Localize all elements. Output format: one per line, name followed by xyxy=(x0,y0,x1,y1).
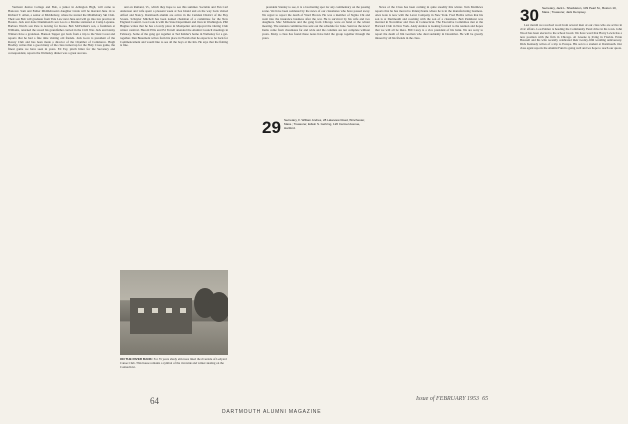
left-column-1 xyxy=(8,6,115,406)
magazine-footer: DARTMOUTH ALUMNI MAGAZINE xyxy=(222,409,322,415)
photo-window xyxy=(180,308,186,313)
page-number-right: 65 xyxy=(482,396,489,402)
class-29-officers: Secretary, F. William Andres, 28 Lakeview Road, Winchester, Mass.; Treasurer, Edwin S. Gehring, 120 Carmel Avenue, Hartford. xyxy=(284,118,365,130)
photo-building xyxy=(130,298,192,334)
right-column-3 xyxy=(262,6,370,406)
caption-text: For 35 years shady elm trees lined the riverside of Ledyard Canoe Club. This house remains a symbol of the riverside and winter skating on the Connecticut. xyxy=(120,357,227,369)
photo-window xyxy=(152,308,158,313)
right-column-5 xyxy=(520,24,622,424)
issue-label: Issue of FEBRUARY 1953 xyxy=(416,396,480,402)
caption-lead: ON THE RIVER BANK: xyxy=(120,357,153,361)
riverbank-photo xyxy=(120,270,228,355)
issue-and-page xyxy=(416,396,488,402)
column-text: News of the Class has been coming in quite steadily this winter. Tom Matthews reports that he has moved to Pennsylvania where he is in the manufacturing business. Alex Gale is now with the Lever Company in New York. Fred Hobbs writes that his son is at Dartmouth and rooming with the son of a classmate. Bob Parkhurst was married in November and lives in Connecticut. The Executive Committee met at the Harvard Club in New York. Andy Andres is looking forward to the reunion and hopes that we will all be there. Bill Carey is a vice president of his bank. We are sorry to report the death of Jim Gorman who died suddenly in December. He will be greatly missed by all his friends in the class. xyxy=(375,6,483,40)
photo-window xyxy=(138,308,144,313)
class-30-officers: Secretary, Jack L. Shackleton, 109 Pearl St., Boston 10, Mass.; Treasurer, Jack Dempsey. xyxy=(542,6,617,14)
photo-window xyxy=(166,308,172,313)
class-number-30: 30 xyxy=(520,6,539,25)
column-text: Last month we received word from several men of our class who are active in civic affairs. Lou Palmer is heading the Community Fund drive in his town. John Wood has been elected to the school board. We have word that Harry Lewis has a new position with the firm in Chicago. Al Greene is living in Florida. Ernie Buswell and his wife recently celebrated their twenty-fifth wedding anniversary. Dick Kennedy writes of a trip to Europe. His son is a student at Dartmouth. Our class agent reports the Alumni Fund is going well and we hope to reach our quota. xyxy=(520,24,622,51)
column-text: Vermont Justice College and Bob, a junior in Arlington High, will come to Hanover. Sam and Esther Middlebrook's daughter Linda will be married June 14 to Richard T. Allen, a senior at Middlebury, where he started the Middlebury Ski Club. Their son Bob will graduate from Yale Law next June and will go into law practice in Boston. Jack and Josie Drummond's son Leo is a Marine stationed at Camp Lejeune. Barbara Ward's son Pete is leaving for Korea. Bob McFadden's son, a freshman at Williams, returned the sword his grandfather carried in the Civil War. Jack and Ginny Winters have a grandson. Hanson Tupper got back from a trip to the West Coast and reports that he had a fine time visiting old friends. Jack Gove is president of the Rotary Club and has been made a director of the Chamber of Commerce. Hugh Brodley writes that a good many of the class turned up for the Holy Cross game, the finest game we have seen in years. Ed Fay, pinch hitter for the Secretary and correspondent, reports the Wellesley dinner was a great success. xyxy=(8,6,115,56)
class-number-29: 29 xyxy=(262,118,281,137)
column-text: president Stanley to see, it is a fascinating spot for any commentary on the passing scene. We have been saddened by the news of our classmates who have passed away. We regret to report the death of Ward Brown. He was a member of Sigma Chi and went into the insurance business after the war. He is survived by his wife and two daughters. Mac McKenzie and the gang from Chicago were on hand at the winter meeting. The reunion committee has sent out the schedule for June. Send us the news! Items come from classmates far and wide and the columns are not complete without yours. Many a class has found these notes have held the group together through the years. xyxy=(262,6,370,40)
column-text: and on Rutland, Vt., which they hope to see this summer. Sociable and Fun Carl Anderson and wife spent a pleasant week at Sea Island and on the way back visited Alfred and Nancy. Dartmouth alumni are active in the Camden District of the Boy Scouts. Schuyler Mitchell has been named chairman of a committee for the New England Council. Lou Cook is with the State Department and lives in Washington. Phil Hughes writes that he has a lovely place in Montpelier and enjoyed the Outing Club winter carnival. Harold Ellis and Ed Ferrell attended the Alumni Council meetings in February. Some of the gang got together at Ted Kidder's home in Wellesley for a get-together. Dan Beaumont writes from his place in Florida that he expects to be back for Commencement and would like to see all the boys at the Inn. He says that the fishing is fine. xyxy=(120,6,228,48)
photo-caption xyxy=(120,358,228,370)
photo-tree xyxy=(208,292,228,322)
page-number-left: 64 xyxy=(150,396,159,406)
left-column-2 xyxy=(120,6,228,268)
right-column-4 xyxy=(375,6,483,406)
